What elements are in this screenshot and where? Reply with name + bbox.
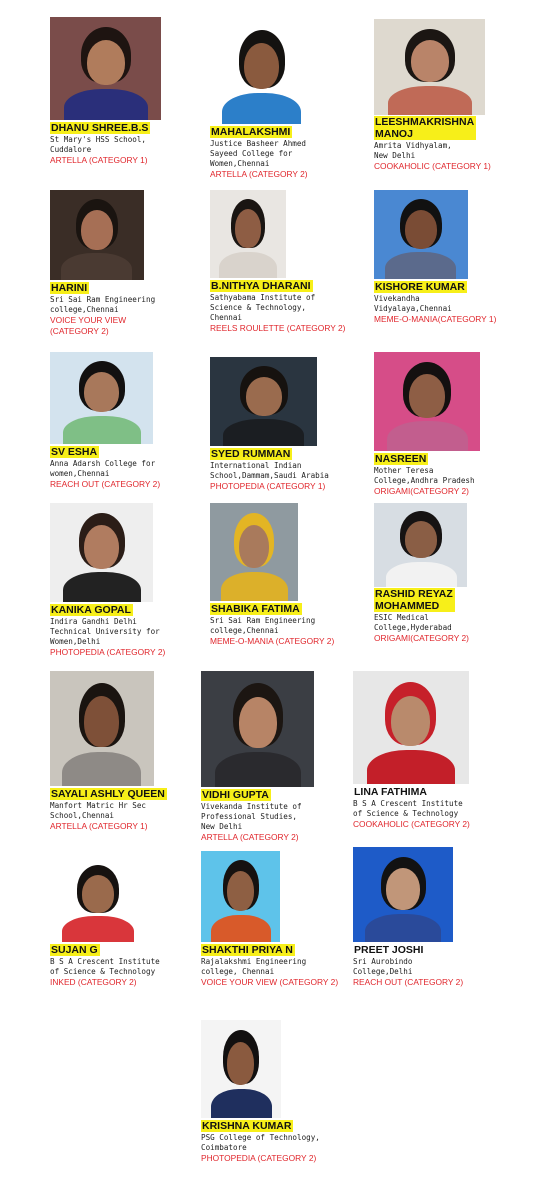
shoulders bbox=[221, 572, 288, 601]
person-name: KRISHNA KUMAR bbox=[202, 1120, 292, 1132]
profile-card bbox=[50, 352, 200, 490]
face bbox=[386, 868, 420, 910]
institution: Rajalakshmi Engineering college, Chennai bbox=[201, 957, 307, 976]
shoulders bbox=[211, 915, 271, 942]
face bbox=[82, 875, 114, 913]
face bbox=[235, 209, 261, 248]
person-name: SAYALI ASHLY QUEEN bbox=[51, 788, 165, 800]
person-name: LEESHMAKRISHNA MANOJ bbox=[375, 116, 475, 140]
category: ARTELLA (CATEGORY 2) bbox=[201, 832, 299, 842]
person-name: NASREEN bbox=[375, 453, 427, 465]
profile-card bbox=[201, 851, 351, 988]
face bbox=[244, 43, 279, 89]
institution: Sathyabama Institute of Science & Technology, Chennai bbox=[210, 293, 316, 322]
face bbox=[227, 1042, 254, 1085]
institution: Justice Basheer Ahmed Sayeed College for Women,Chennai bbox=[210, 139, 307, 168]
portrait-photo bbox=[374, 352, 480, 451]
category: ARTELLA (CATEGORY 2) bbox=[210, 169, 308, 179]
face bbox=[246, 377, 282, 416]
shoulders bbox=[387, 421, 468, 451]
face bbox=[81, 210, 113, 250]
person-name: LINA FATHIMA bbox=[354, 786, 427, 798]
shoulders bbox=[222, 93, 301, 124]
person-name: VIDHI GUPTA bbox=[202, 789, 269, 801]
face bbox=[405, 521, 437, 558]
institution: Vivekandha Vidyalaya,Chennai bbox=[374, 294, 452, 313]
institution: Mother Teresa College,Andhra Pradesh bbox=[374, 466, 475, 485]
category: PHOTOPEDIA (CATEGORY 2) bbox=[201, 1153, 317, 1163]
category: ORIGAMI(CATEGORY 2) bbox=[374, 633, 469, 643]
portrait-photo bbox=[210, 20, 314, 124]
person-name: MAHALAKSHMI bbox=[211, 126, 291, 138]
shoulders bbox=[62, 916, 134, 942]
person-name: SHABIKA FATIMA bbox=[211, 603, 300, 615]
shoulders bbox=[223, 419, 304, 446]
face bbox=[409, 374, 445, 418]
institution: Sri Sai Ram Engineering college,Chennai bbox=[50, 295, 156, 314]
shoulders bbox=[63, 572, 141, 602]
institution: Anna Adarsh College for women,Chennai bbox=[50, 459, 156, 478]
person-name: B.NITHYA DHARANI bbox=[211, 280, 311, 292]
person-name: DHANU SHREE.B.S bbox=[51, 122, 149, 134]
person-name: SUJAN G bbox=[51, 944, 98, 956]
shoulders bbox=[388, 86, 472, 115]
institution: Vivekanda Institute of Professional Studies, New Delhi bbox=[201, 802, 302, 831]
portrait-photo bbox=[50, 190, 144, 280]
profile-card bbox=[50, 17, 180, 166]
profile-card bbox=[374, 190, 534, 325]
face bbox=[411, 40, 449, 82]
portrait-photo bbox=[374, 19, 485, 115]
person-name: SV ESHA bbox=[51, 446, 98, 458]
person-name: KISHORE KUMAR bbox=[375, 281, 465, 293]
shoulders bbox=[62, 752, 141, 786]
person-name: HARINI bbox=[51, 282, 88, 294]
profile-card bbox=[201, 1020, 361, 1164]
institution: International Indian School,Dammam,Saudi Arabia bbox=[210, 461, 329, 480]
profile-card bbox=[353, 847, 503, 988]
category: ARTELLA (CATEGORY 1) bbox=[50, 821, 148, 831]
institution: B S A Crescent Institute of Science & Technology bbox=[50, 957, 160, 976]
category: ORIGAMI(CATEGORY 2) bbox=[374, 486, 469, 496]
category: REACH OUT (CATEGORY 2) bbox=[50, 479, 161, 489]
face bbox=[239, 525, 269, 568]
profile-card bbox=[353, 671, 523, 830]
shoulders bbox=[386, 562, 457, 587]
portrait-photo bbox=[353, 671, 469, 784]
institution: Sri Aurobindo College,Delhi bbox=[353, 957, 413, 976]
category: VOICE YOUR VIEW (CATEGORY 2) bbox=[201, 977, 339, 987]
profile-card bbox=[210, 190, 370, 334]
shoulders bbox=[61, 253, 132, 280]
institution: Indira Gandhi Delhi Technical University for Women,Delhi bbox=[50, 617, 160, 646]
face bbox=[227, 871, 254, 911]
profile-card bbox=[374, 19, 524, 172]
profile-card bbox=[210, 503, 370, 647]
person-name: KANIKA GOPAL bbox=[51, 604, 131, 616]
profile-card bbox=[50, 190, 200, 337]
shoulders bbox=[385, 252, 456, 279]
institution: Sri Sai Ram Engineering college,Chennai bbox=[210, 616, 316, 635]
institution: Amrita Vidhyalam, New Delhi bbox=[374, 141, 452, 160]
profile-card bbox=[210, 357, 370, 492]
face bbox=[405, 210, 437, 249]
face bbox=[84, 372, 119, 412]
face bbox=[87, 40, 125, 85]
portrait-photo bbox=[201, 851, 280, 942]
category: MEME-O-MANIA(CATEGORY 1) bbox=[374, 314, 497, 324]
category: ARTELLA (CATEGORY 1) bbox=[50, 155, 148, 165]
shoulders bbox=[64, 89, 148, 120]
portrait-photo bbox=[50, 503, 153, 602]
portrait-photo bbox=[210, 357, 317, 446]
category: REELS ROULETTE (CATEGORY 2) bbox=[210, 323, 346, 333]
profile-card bbox=[50, 856, 200, 988]
profile-card bbox=[374, 352, 534, 497]
portrait-photo bbox=[374, 503, 467, 587]
shoulders bbox=[219, 252, 277, 278]
portrait-photo bbox=[50, 671, 154, 786]
portrait-photo bbox=[50, 856, 145, 942]
portrait-photo bbox=[353, 847, 453, 942]
person-name: SYED RUMMAN bbox=[211, 448, 291, 460]
category: MEME-O-MANIA (CATEGORY 2) bbox=[210, 636, 335, 646]
shoulders bbox=[367, 750, 455, 784]
shoulders bbox=[211, 1089, 272, 1118]
category: PHOTOPEDIA (CATEGORY 1) bbox=[210, 481, 326, 491]
portrait-photo bbox=[210, 503, 298, 601]
category: PHOTOPEDIA (CATEGORY 2) bbox=[50, 647, 166, 657]
category: COOKAHOLIC (CATEGORY 1) bbox=[374, 161, 491, 171]
portrait-photo bbox=[201, 671, 314, 787]
profile-card bbox=[201, 671, 351, 843]
institution: ESIC Medical College,Hyderabad bbox=[374, 613, 452, 632]
portrait-photo bbox=[374, 190, 468, 279]
category: VOICE YOUR VIEW (CATEGORY 2) bbox=[50, 315, 127, 336]
person-name: PREET JOSHI bbox=[354, 944, 424, 956]
face bbox=[84, 525, 119, 569]
portrait-photo bbox=[210, 190, 286, 278]
face bbox=[391, 696, 430, 746]
portrait-photo bbox=[50, 352, 153, 444]
category: INKED (CATEGORY 2) bbox=[50, 977, 137, 987]
institution: Manfort Matric Hr Sec School,Chennai bbox=[50, 801, 147, 820]
portrait-photo bbox=[50, 17, 161, 120]
person-name: RASHID REYAZ MOHAMMED bbox=[375, 588, 453, 612]
institution: PSG College of Technology, Coimbatore bbox=[201, 1133, 320, 1152]
person-name: SHAKTHI PRIYA N bbox=[202, 944, 293, 956]
shoulders bbox=[63, 416, 141, 444]
face bbox=[84, 696, 119, 747]
profile-card bbox=[50, 671, 200, 832]
portrait-photo bbox=[201, 1020, 281, 1118]
shoulders bbox=[215, 752, 301, 787]
category: REACH OUT (CATEGORY 2) bbox=[353, 977, 464, 987]
institution: St Mary's HSS School, Cuddalore bbox=[50, 135, 147, 154]
institution: B S A Crescent Institute of Science & Technology bbox=[353, 799, 463, 818]
face bbox=[239, 697, 277, 748]
category: COOKAHOLIC (CATEGORY 2) bbox=[353, 819, 470, 829]
profile-card bbox=[50, 503, 200, 658]
profile-card bbox=[374, 503, 534, 644]
shoulders bbox=[365, 914, 441, 942]
profile-card bbox=[210, 20, 360, 180]
